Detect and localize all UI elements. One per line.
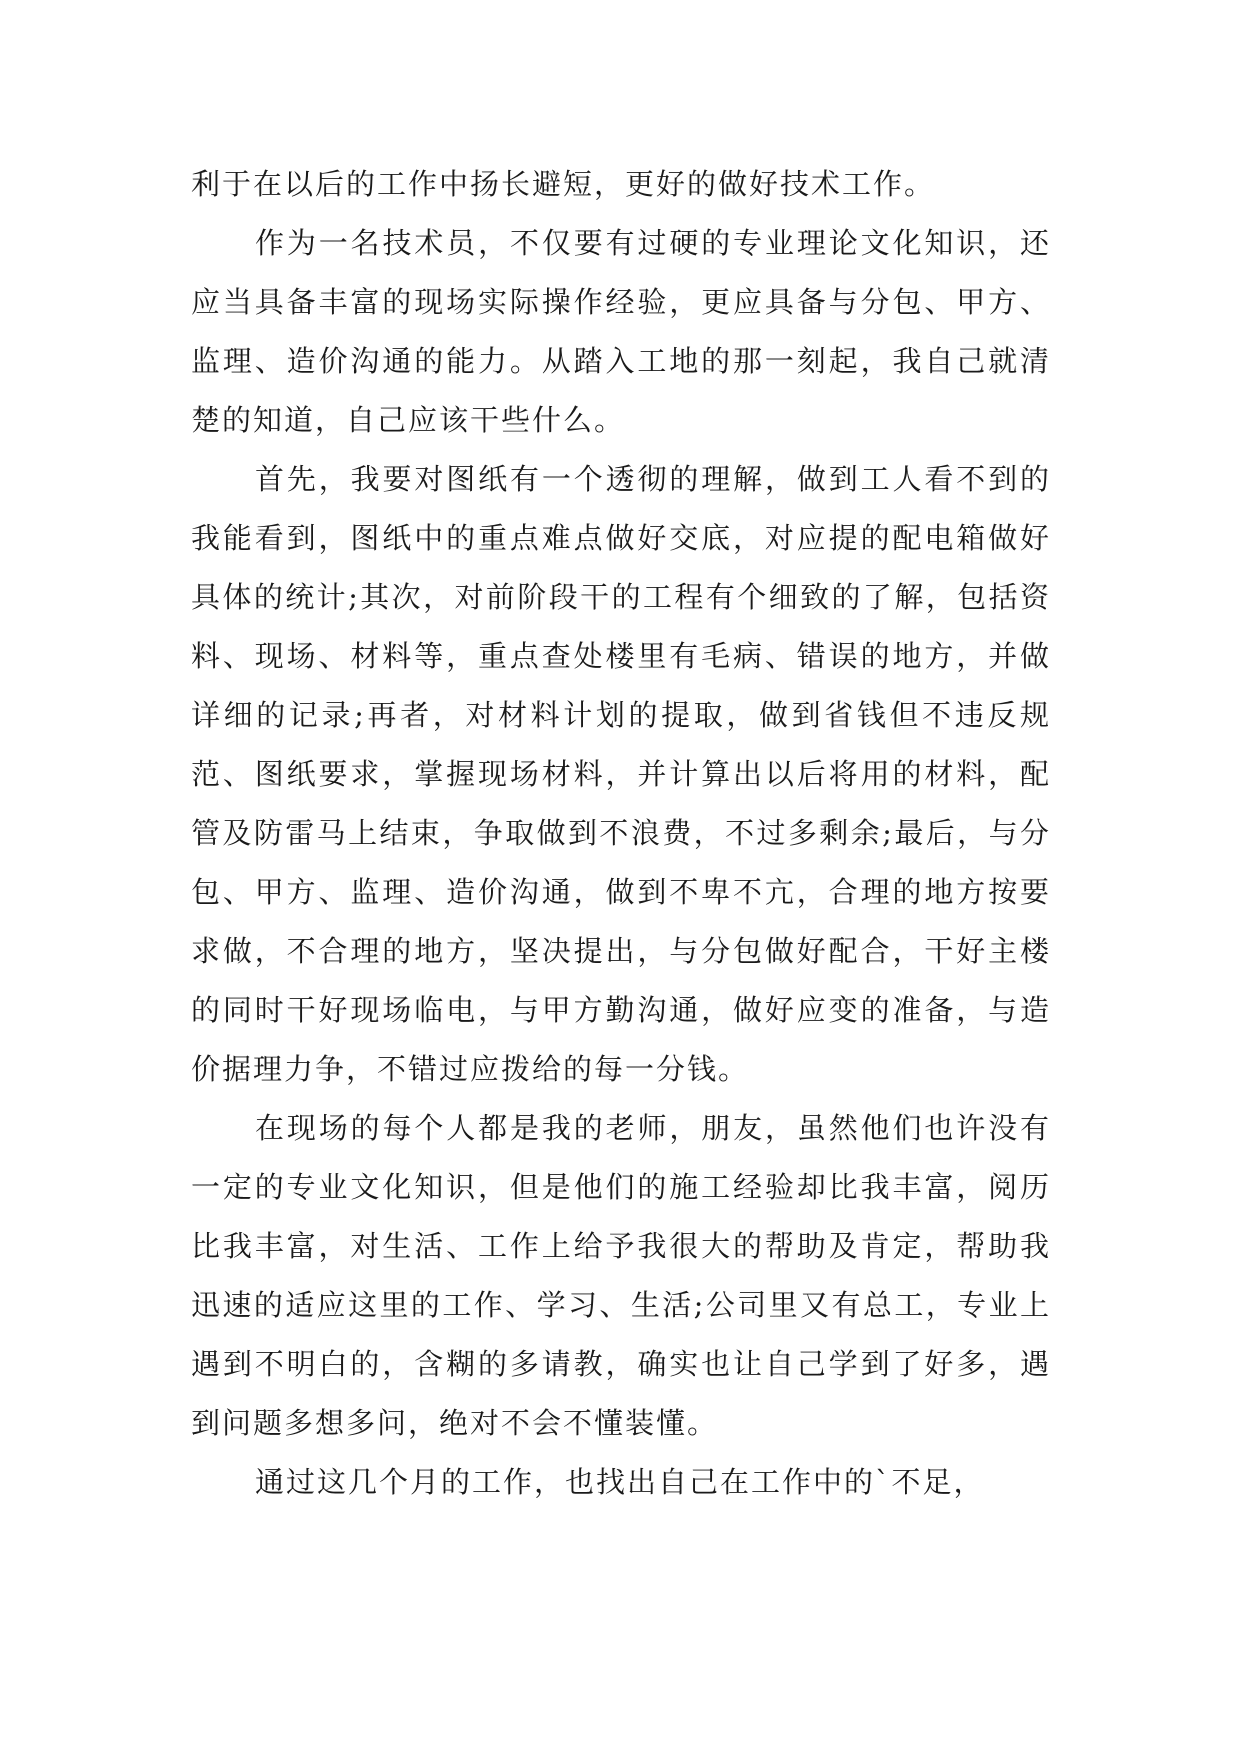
paragraph-2: 作为一名技术员，不仅要有过硬的专业理论文化知识，还应当具备丰富的现场实际操作经验，更应具备与分包、甲方、监理、造价沟通的能力。从踏入工地的那一刻起，我自己就清楚的知道，自己应该干些什么。 <box>191 226 1051 437</box>
paragraph-3: 首先，我要对图纸有一个透彻的理解，做到工人看不到的我能看到，图纸中的重点难点做好交底，对应提的配电箱做好具体的统计;其次，对前阶段干的工程有个细致的了解，包括资料、现场、材料等，重点查处楼里有毛病、错误的地方，并做详细的记录;再者，对材料计划的提取，做到省钱但不违反规范、图纸要求，掌握现场材料，并计算出以后将用的材料，配管及防雷马上结束，争取做到不浪费，不过多剩余;最后，与分包、甲方、监理、造价沟通，做到不卑不亢，合理的地方按要求做，不合理的地方，坚决提出，与分包做好配合，干好主楼的同时干好现场临电，与甲方勤沟通，做好应变的准备，与造价据理力争，不错过应拨给的每一分钱。 <box>191 462 1051 1086</box>
paragraph-1: 利于在以后的工作中扬长避短，更好的做好技术工作。 <box>191 167 936 201</box>
paragraph-4: 在现场的每个人都是我的老师，朋友，虽然他们也许没有一定的专业文化知识，但是他们的施工经验却比我丰富，阅历比我丰富，对生活、工作上给予我很大的帮助及肯定，帮助我迅速的适应这里的工作、学习、生活;公司里又有总工，专业上遇到不明白的，含糊的多请教，确实也让自己学到了好多，遇到问题多想多问，绝对不会不懂装懂。 <box>191 1111 1051 1440</box>
document-body <box>191 155 1051 1512</box>
paragraph-5: 通过这几个月的工作，也找出自己在工作中的`不足， <box>255 1465 985 1499</box>
